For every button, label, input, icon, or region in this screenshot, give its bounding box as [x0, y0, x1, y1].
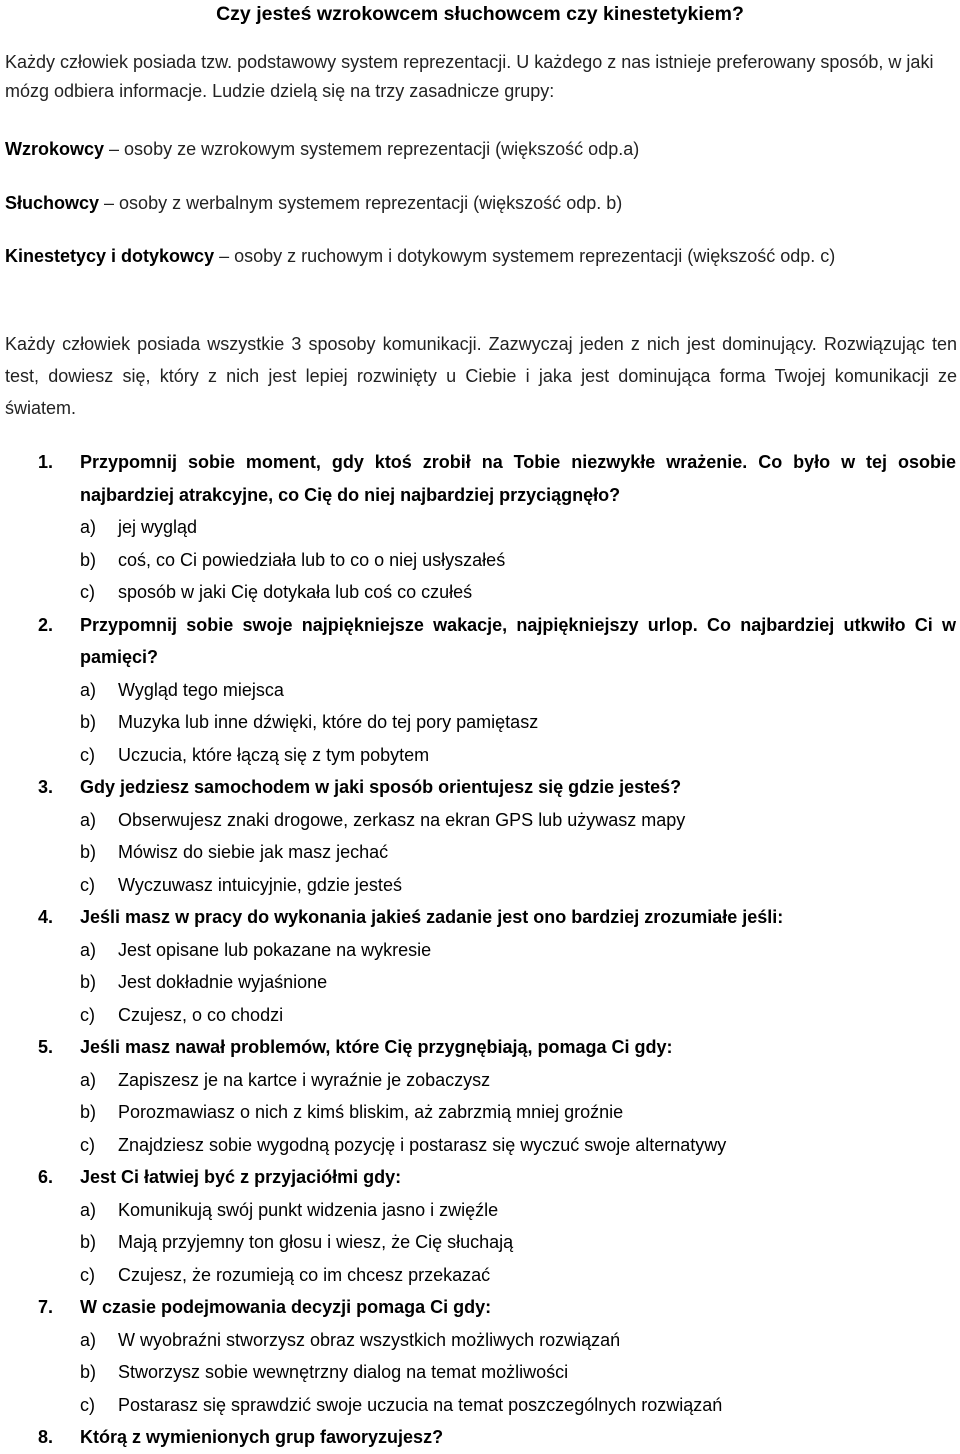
- question-text: Przypomnij sobie swoje najpiękniejsze wakacje, najpiękniejszy urlop. Co najbardziej utkwiło Ci w pamięci?: [80, 614, 956, 667]
- option-text: W wyobraźni stworzysz obraz wszystkich możliwych rozwiązań: [118, 1329, 621, 1350]
- question-number: 1.: [38, 452, 54, 472]
- test-explanation: Każdy człowiek posiada wszystkie 3 sposoby komunikacji. Zazwyczaj jeden z nich jest dominujący. Rozwiązując ten test, dowiesz się, który z nich jest lepiej rozwinięty u Ciebie i jaka jest dominująca forma Twojej komunikacji ze światem.: [5, 334, 957, 418]
- answer-option: [0, 1129, 960, 1162]
- option-letter: c): [80, 582, 95, 602]
- answer-option: [0, 1389, 960, 1422]
- option-text: Jest dokładnie wyjaśnione: [118, 972, 328, 992]
- option-text: Komunikują swój punkt widzenia jasno i zwięźle: [118, 1199, 499, 1220]
- option-text: Uczucia, które łączą się z tym pobytem: [118, 744, 430, 765]
- question-text: Przypomnij sobie moment, gdy ktoś zrobił na Tobie niezwykłe wrażenie. Co było w tej osobie najbardziej atrakcyjne, co Cię do niej najbardziej przyciągnęło?: [80, 452, 956, 505]
- question-heading: [0, 609, 960, 674]
- option-letter: a): [80, 939, 97, 960]
- question-heading: [0, 1421, 960, 1454]
- question-heading: [0, 901, 960, 934]
- option-text: jej wygląd: [118, 517, 198, 537]
- question-text: Gdy jedziesz samochodem w jaki sposób orientujesz się gdzie jesteś?: [80, 777, 682, 797]
- option-letter: b): [80, 1362, 97, 1382]
- answer-option: [0, 1356, 960, 1389]
- option-letter: a): [80, 517, 97, 537]
- option-letter: b): [80, 842, 97, 862]
- option-letter: c): [80, 1394, 95, 1415]
- option-letter: c): [80, 874, 95, 895]
- answer-option: [0, 804, 960, 837]
- page-title: Czy jesteś wzrokowcem słuchowcem czy kinestetykiem?: [216, 3, 744, 25]
- option-text: Obserwujesz znaki drogowe, zerkasz na ekran GPS lub używasz mapy: [118, 809, 686, 830]
- question-number: 8.: [38, 1427, 54, 1447]
- answer-option: [0, 966, 960, 999]
- answer-option: [0, 1259, 960, 1292]
- option-text: sposób w jaki Cię dotykała lub coś co czułeś: [118, 582, 473, 602]
- answer-option: [0, 869, 960, 902]
- option-letter: a): [80, 1199, 97, 1220]
- question-text: Którą z wymienionych grup faworyzujesz?: [80, 1427, 444, 1447]
- option-text: Wyczuwasz intuicyjnie, gdzie jesteś: [118, 874, 402, 895]
- question-text: W czasie podejmowania decyzji pomaga Ci gdy:: [80, 1297, 492, 1317]
- group-auditory-text: – osoby z werbalnym systemem reprezentacji (większość odp. b): [99, 193, 623, 213]
- option-letter: b): [80, 549, 97, 570]
- option-letter: a): [80, 809, 97, 830]
- group-visual-text: – osoby ze wzrokowym systemem reprezentacji (większość odp.a): [104, 139, 640, 159]
- question-text: Jest Ci łatwiej być z przyjaciółmi gdy:: [80, 1167, 402, 1187]
- question-heading: [0, 1031, 960, 1064]
- question-number: 2.: [38, 614, 54, 635]
- group-visual-name: Wzrokowcy: [5, 139, 105, 159]
- answer-option: [0, 1226, 960, 1259]
- option-letter: b): [80, 1232, 97, 1252]
- answer-option: [0, 511, 960, 544]
- option-letter: a): [80, 1329, 97, 1350]
- option-text: Zapiszesz je na kartce i wyraźnie je zobaczysz: [118, 1069, 491, 1090]
- option-letter: b): [80, 712, 97, 732]
- question-number: 6.: [38, 1167, 54, 1187]
- question-text: Jeśli masz w pracy do wykonania jakieś zadanie jest ono bardziej zrozumiałe jeśli:: [80, 907, 784, 927]
- question-6: [0, 1161, 960, 1291]
- option-text: Wygląd tego miejsca: [118, 679, 284, 700]
- answer-option: [0, 1064, 960, 1097]
- question-number: 7.: [38, 1297, 54, 1317]
- option-text: Postarasz się sprawdzić swoje uczucia na temat poszczególnych rozwiązań: [118, 1394, 723, 1415]
- answer-option: [0, 1096, 960, 1129]
- intro-paragraph: Każdy człowiek posiada tzw. podstawowy system reprezentacji. U każdego z nas istnieje preferowany sposób, w jaki mózg odbiera informacje. Ludzie dzielą się na trzy zasadnicze grupy:: [5, 52, 934, 101]
- option-text: Jest opisane lub pokazane na wykresie: [118, 939, 432, 960]
- answer-option: [0, 836, 960, 869]
- question-heading: [0, 1161, 960, 1194]
- question-4: [0, 901, 960, 1031]
- option-text: Czujesz, że rozumieją co im chcesz przekazać: [118, 1264, 491, 1285]
- option-letter: a): [80, 679, 97, 700]
- option-text: Czujesz, o co chodzi: [118, 1004, 284, 1025]
- question-number: 5.: [38, 1037, 54, 1057]
- group-kinesthetic-text: – osoby z ruchowym i dotykowym systemem reprezentacji (większość odp. c): [214, 246, 836, 266]
- group-visual-description: [5, 135, 957, 164]
- question-number: 4.: [38, 907, 54, 927]
- answer-option: [0, 674, 960, 707]
- option-letter: c): [80, 1004, 95, 1025]
- answer-option: [0, 706, 960, 739]
- answer-option: [0, 739, 960, 772]
- group-kinesthetic-description: [5, 242, 957, 271]
- question-heading: [0, 446, 960, 511]
- option-text: Muzyka lub inne dźwięki, które do tej pory pamiętasz: [118, 712, 539, 732]
- answer-option: [0, 934, 960, 967]
- option-text: Znajdziesz sobie wygodną pozycję i postarasz się wyczuć swoje alternatywy: [118, 1134, 727, 1155]
- answer-option: [0, 1324, 960, 1357]
- answer-option: [0, 576, 960, 609]
- answer-option: [0, 544, 960, 577]
- question-list: [0, 446, 960, 1454]
- option-text: Mają przyjemny ton głosu i wiesz, że Cię słuchają: [118, 1232, 514, 1252]
- option-text: Stworzysz sobie wewnętrzny dialog na temat możliwości: [118, 1362, 569, 1382]
- option-letter: c): [80, 1134, 95, 1155]
- group-auditory-description: [5, 189, 957, 218]
- question-heading: [0, 1291, 960, 1324]
- option-text: coś, co Ci powiedziała lub to co o niej usłyszałeś: [118, 549, 506, 570]
- question-number: 3.: [38, 777, 54, 797]
- question-text: Jeśli masz nawał problemów, które Cię przygnębiają, pomaga Ci gdy:: [80, 1037, 673, 1057]
- answer-option: [0, 1194, 960, 1227]
- answer-option: [0, 999, 960, 1032]
- option-letter: b): [80, 972, 97, 992]
- question-7: [0, 1291, 960, 1421]
- question-3: [0, 771, 960, 901]
- question-1: [0, 446, 960, 609]
- option-letter: c): [80, 1264, 95, 1285]
- group-kinesthetic-name: Kinestetycy i dotykowcy: [5, 246, 215, 266]
- option-letter: c): [80, 744, 95, 765]
- question-5: [0, 1031, 960, 1161]
- option-text: Porozmawiasz o nich z kimś bliskim, aż zabrzmią mniej groźnie: [118, 1102, 624, 1122]
- question-8: [0, 1421, 960, 1454]
- option-text: Mówisz do siebie jak masz jechać: [118, 842, 389, 862]
- group-auditory-name: Słuchowcy: [5, 193, 100, 213]
- question-2: [0, 609, 960, 772]
- question-heading: [0, 771, 960, 804]
- option-letter: b): [80, 1102, 97, 1122]
- option-letter: a): [80, 1069, 97, 1090]
